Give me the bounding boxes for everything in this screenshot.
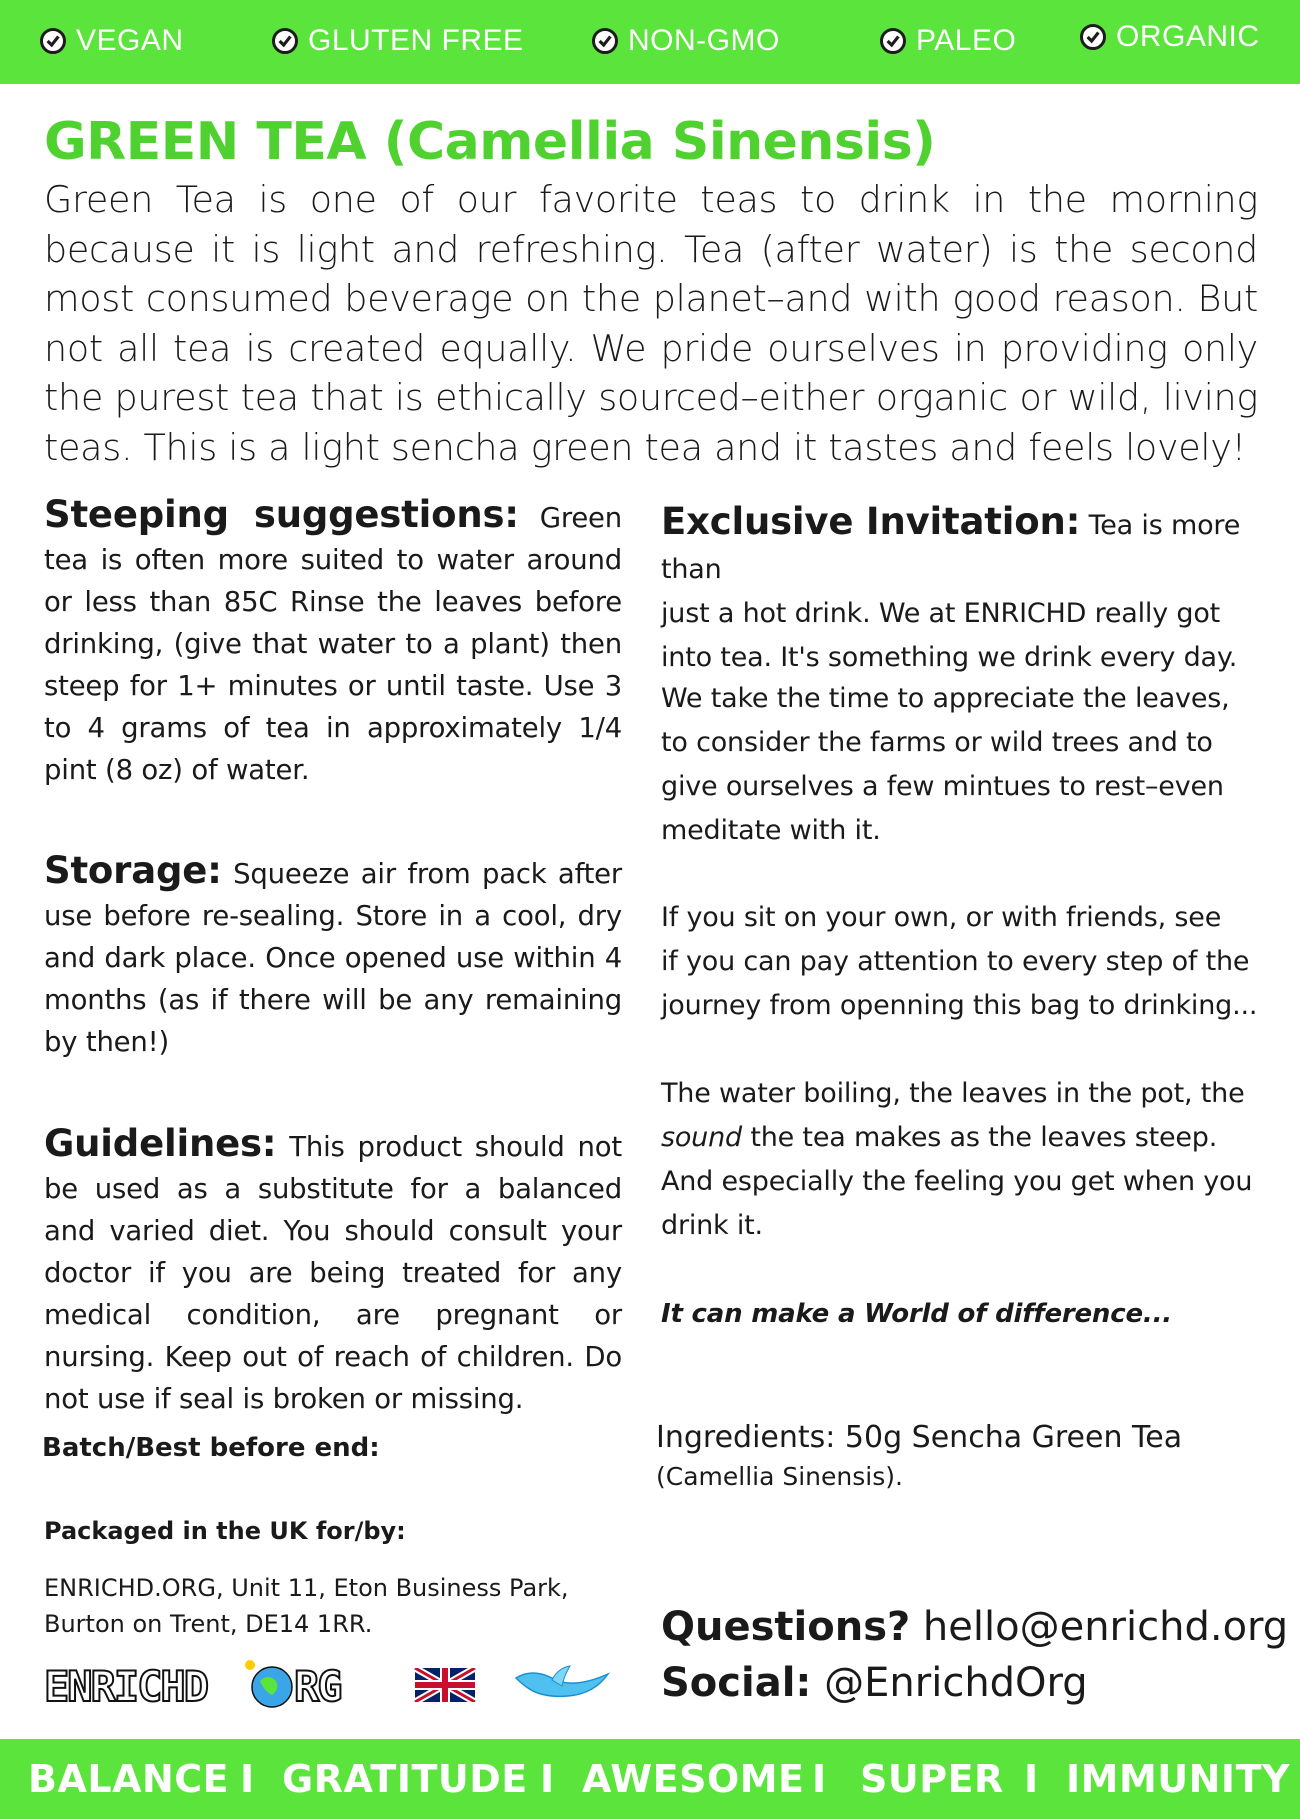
guidelines-heading: Guidelines: bbox=[44, 1122, 277, 1165]
invitation-paragraph-4: The water boiling, the leaves in the pot, the sound the tea makes as the leaves steep. And especially the feeling you get when you drink it. bbox=[661, 1078, 1253, 1241]
ingredients-sub: (Camellia Sinensis). bbox=[656, 1462, 903, 1491]
badge-vegan: VEGAN bbox=[40, 24, 184, 58]
bottom-values-bar: BALANCE I GRATITUDE I AWESOME I SUPER I IMMUNITY bbox=[0, 1739, 1300, 1819]
social-line: Social: @EnrichdOrg bbox=[661, 1660, 1088, 1706]
storage-section bbox=[44, 850, 622, 1063]
batch-label: Batch/Best before end: bbox=[42, 1433, 380, 1463]
packaged-label: Packaged in the UK for/by: bbox=[44, 1517, 406, 1545]
check-icon bbox=[272, 28, 298, 54]
invitation-closing: It can make a World of difference... bbox=[661, 1299, 1172, 1329]
check-icon bbox=[1080, 24, 1106, 50]
check-icon bbox=[592, 28, 618, 54]
bird-icon bbox=[512, 1664, 612, 1706]
address: ENRICHD.ORG, Unit 11, Eton Business Park, Burton on Trent, DE14 1RR. bbox=[44, 1574, 569, 1638]
enrichd-logo bbox=[44, 1655, 364, 1715]
badge-organic: ORGANIC bbox=[1080, 20, 1260, 54]
steeping-section bbox=[44, 494, 622, 791]
logo-text-right: RG bbox=[294, 1662, 341, 1711]
badge-non-gmo: NON-GMO bbox=[592, 24, 780, 58]
guidelines-text: This product should not be used as a substitute for a balanced and varied diet. You should consult your doctor if you are being treated for any medical condition, are pregnant or nursing. Keep out of reach of children. Do not use if seal is broken or missing. bbox=[44, 1131, 622, 1415]
badge-gluten-free: GLUTEN FREE bbox=[272, 24, 524, 58]
invitation-paragraph-2: We take the time to appreciate the leaves, to consider the farms or wild trees and to give ourselves a few mintues to rest–even meditate with it. bbox=[661, 683, 1230, 846]
check-icon bbox=[40, 28, 66, 54]
ingredients-label: Ingredients: bbox=[656, 1420, 836, 1455]
invitation-section: Exclusive Invitation: Tea is more than just a hot drink. We at ENRICHD really got into tea. It's something we drink every day. bbox=[661, 500, 1241, 673]
top-badge-bar bbox=[0, 0, 1300, 84]
steeping-heading: Steeping suggestions: bbox=[44, 493, 519, 536]
guidelines-section bbox=[44, 1123, 622, 1420]
check-icon bbox=[880, 28, 906, 54]
badge-paleo: PALEO bbox=[880, 24, 1016, 58]
intro-paragraph: Green Tea is one of our favorite teas to drink in the morning because it is light and refreshing. Tea (after water) is the second most consumed beverage on the planet–and with good reason. But not all tea is created equally. We pride ourselves in providing only the purest tea that is ethically sourced–either organic or wild, living teas. This is a light sencha green tea and it tastes and feels lovely! bbox=[44, 178, 1258, 469]
logo-text-left: ENRICHD bbox=[44, 1662, 208, 1711]
steeping-text: Green tea is often more suited to water around or less than 85C Rinse the leaves before drinking, (give that water to a plant) then steep for 1+ minutes or until taste. Use 3 to 4 grams of tea in approximately 1/4 pint (8 oz) of water. bbox=[44, 502, 622, 786]
questions-line: Questions? hello@enrichd.org bbox=[661, 1604, 1289, 1650]
ingredients bbox=[656, 1420, 1182, 1455]
storage-heading: Storage: bbox=[44, 849, 222, 892]
invitation-heading: Exclusive Invitation: bbox=[661, 500, 1081, 543]
invitation-paragraph-3: If you sit on your own, or with friends, see if you can pay attention to every step of the journey from openning this bag to drinking... bbox=[661, 902, 1258, 1021]
ingredients-value: 50g Sencha Green Tea bbox=[835, 1420, 1183, 1455]
sun-icon bbox=[245, 1660, 255, 1670]
page-title: GREEN TEA (Camellia Sinensis) bbox=[44, 112, 936, 172]
storage-text: Squeeze air from pack after use before re-sealing. Store in a cool, dry and dark place. Once opened use within 4 months (as if there will be any remaining by then!) bbox=[44, 858, 622, 1058]
uk-flag-icon bbox=[414, 1668, 476, 1702]
